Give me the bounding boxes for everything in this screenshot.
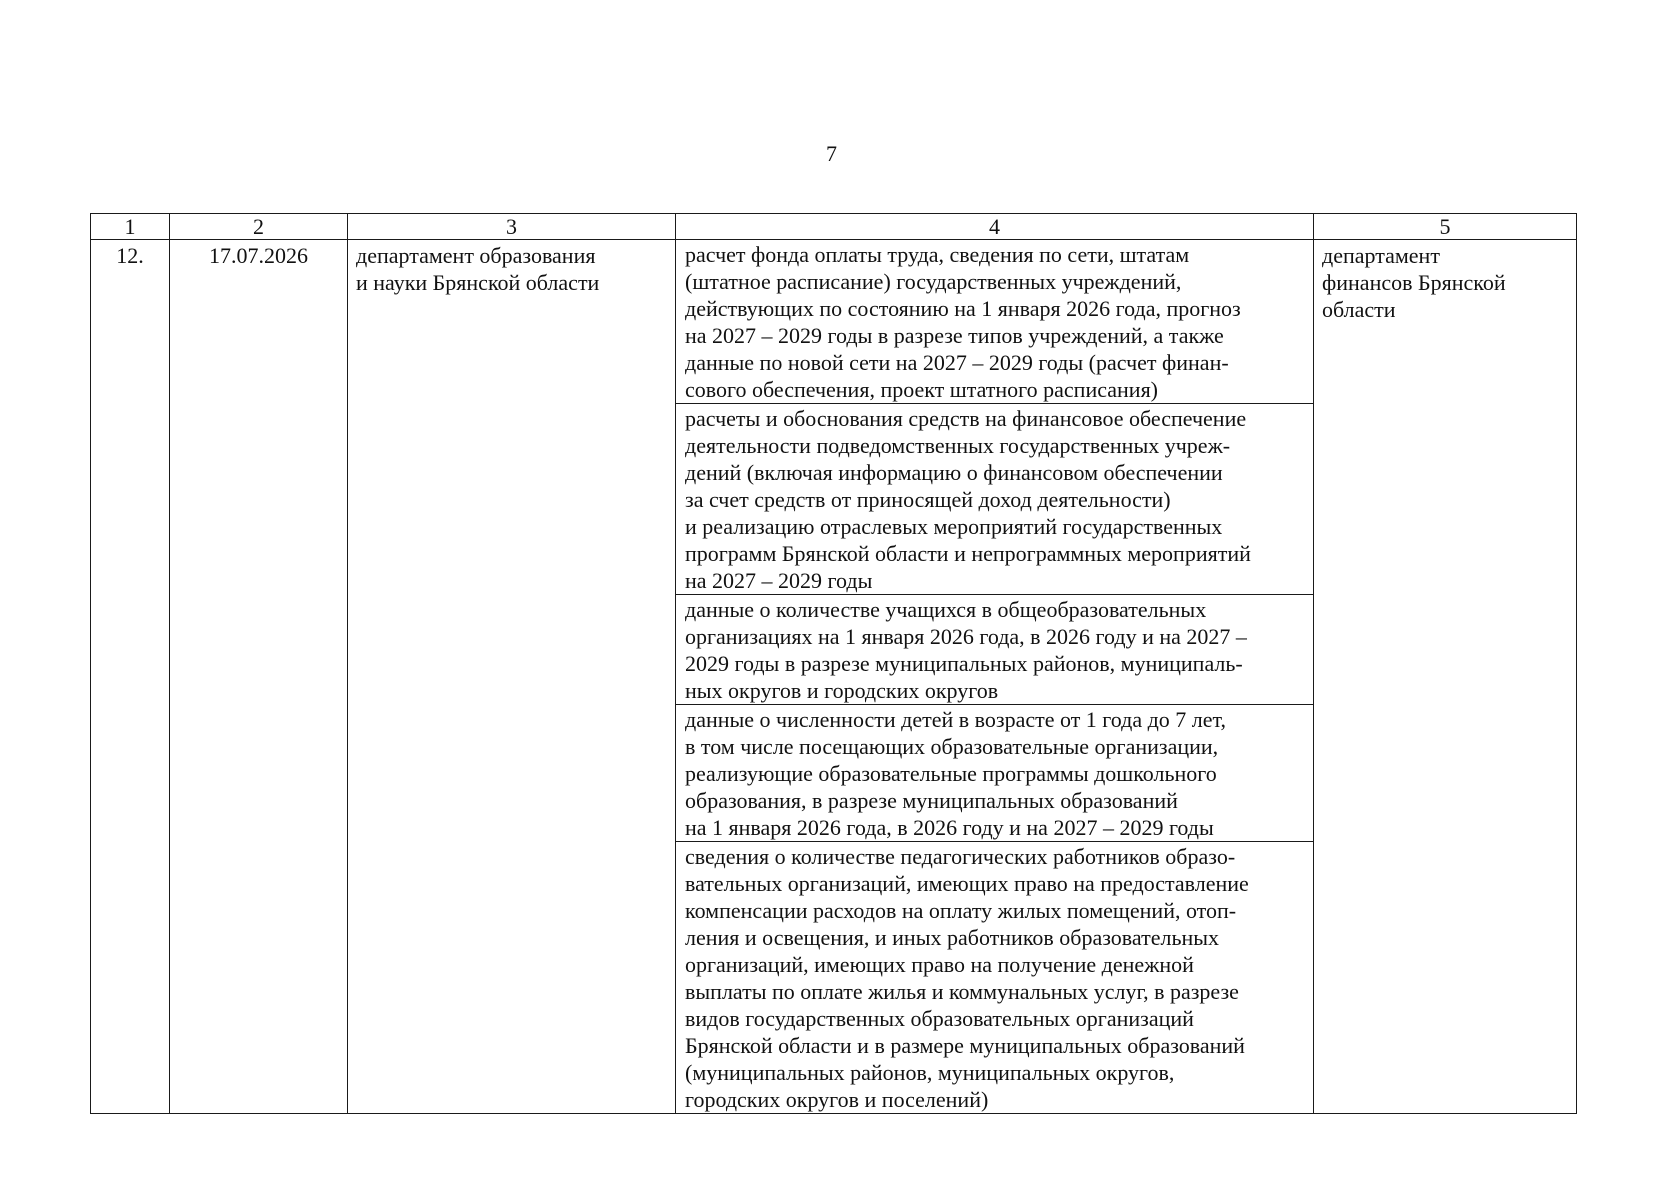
row-item-2: расчеты и обоснования средств на финансовое обеспечение деятельности подведомственных государственных учреж- дений (включая информацию о финансовом обеспечении за счет средств от приносящей доход деятельности) и реализацию отраслевых мероприятий государственных программ Брянской области и непрограммных мероприятий на 2027 – 2029 годы [676, 404, 1314, 595]
header-col-2: 2 [170, 214, 348, 240]
header-col-1: 1 [91, 214, 170, 240]
header-col-3: 3 [348, 214, 676, 240]
row-item-1: расчет фонда оплаты труда, сведения по сети, штатам (штатное расписание) государственных учреждений, действующих по состоянию на 1 января 2026 года, прогноз на 2027 – 2029 годы в разрезе типов учреждений, а также данные по новой сети на 2027 – 2029 годы (расчет финан- сового обеспечения, проект штатного расписания) [676, 240, 1314, 404]
header-row [91, 214, 1577, 240]
row-department: департамент образования и науки Брянской области [348, 240, 676, 1114]
row-date: 17.07.2026 [170, 240, 348, 1114]
row-item-4: данные о численности детей в возрасте от 1 года до 7 лет, в том числе посещающих образовательные организации, реализующие образовательные программы дошкольного образования, в разрезе муниципальных образований на 1 января 2026 года, в 2026 году и на 2027 – 2029 годы [676, 705, 1314, 842]
row-item-5: сведения о количестве педагогических работников образо- вательных организаций, имеющих право на предоставление компенсации расходов на оплату жилых помещений, отоп- ления и освещения, и иных работников образовательных организаций, имеющих право на получение денежной выплаты по оплате жилья и коммунальных услуг, в разрезе видов государственных образовательных организаций Брянской области и в размере муниципальных образований (муниципальных районов, муниципальных округов, городских округов и поселений) [676, 842, 1314, 1114]
row-item-3: данные о количестве учащихся в общеобразовательных организациях на 1 января 2026 года, в 2026 году и на 2027 – 2029 годы в разрезе муниципальных районов, муниципаль- ных округов и городских округов [676, 595, 1314, 705]
row-recipient: департамент финансов Брянской области [1314, 240, 1577, 1114]
data-table [90, 213, 1577, 1114]
row-number: 12. [91, 240, 170, 1114]
header-col-4: 4 [676, 214, 1314, 240]
page-number: 7 [826, 141, 837, 166]
header-col-5: 5 [1314, 214, 1577, 240]
table-row [91, 240, 1577, 404]
